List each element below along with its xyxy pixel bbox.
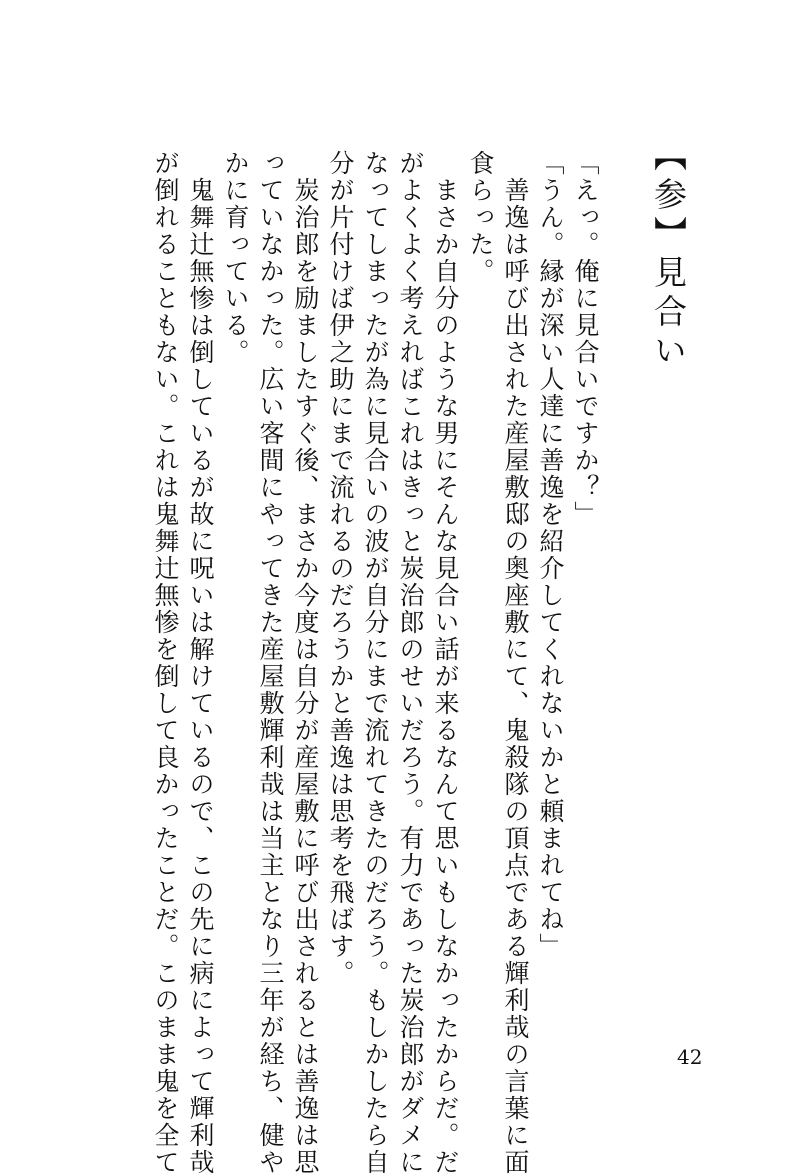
text-line: 「えっ。俺に見合いですか？」 [571, 150, 600, 528]
text-line: が倒れることもない。これは鬼舞辻無惨を倒して良かったことだ。このまま鬼を全て [151, 150, 180, 1176]
page-number: 42 [677, 1045, 703, 1069]
text-line: がよくよく考えればこれはきっと炭治郎のせいだろう。有力であった炭治郎がダメに [396, 150, 425, 1176]
text-line: 鬼舞辻無惨は倒しているが故に呪いは解けているので、この先に病によって輝利哉 [186, 150, 215, 1176]
text-line: 「うん。縁が深い人達に善逸を紹介してくれないかと頼まれてね」 [536, 150, 565, 960]
text-line: 分が片付けば伊之助にまで流れるのだろうかと善逸は思考を飛ばす。 [326, 150, 355, 987]
text-line: まさか自分のような男にそんな見合い話が来るなんて思いもしなかったからだ。だ [431, 150, 460, 1176]
text-line: なってしまったが為に見合いの波が自分にまで流れてきたのだろう。もしかしたら自 [361, 150, 390, 1176]
text-line: 善逸は呼び出された産屋敷邸の奥座敷にて、鬼殺隊の頂点である輝利哉の言葉に面 [501, 150, 530, 1176]
text-line: 食らった。 [466, 150, 495, 285]
text-line: っていなかった。広い客間にやってきた産屋敷輝利哉は当主となり三年が経ち、健や [256, 150, 285, 1176]
text-line: 炭治郎を励ましたすぐ後、まさか今度は自分が産屋敷に呼び出されるとは善逸は思 [291, 150, 320, 1176]
chapter-title: 【参】見合い [649, 138, 688, 372]
text-line: かに育っている。 [221, 150, 250, 366]
